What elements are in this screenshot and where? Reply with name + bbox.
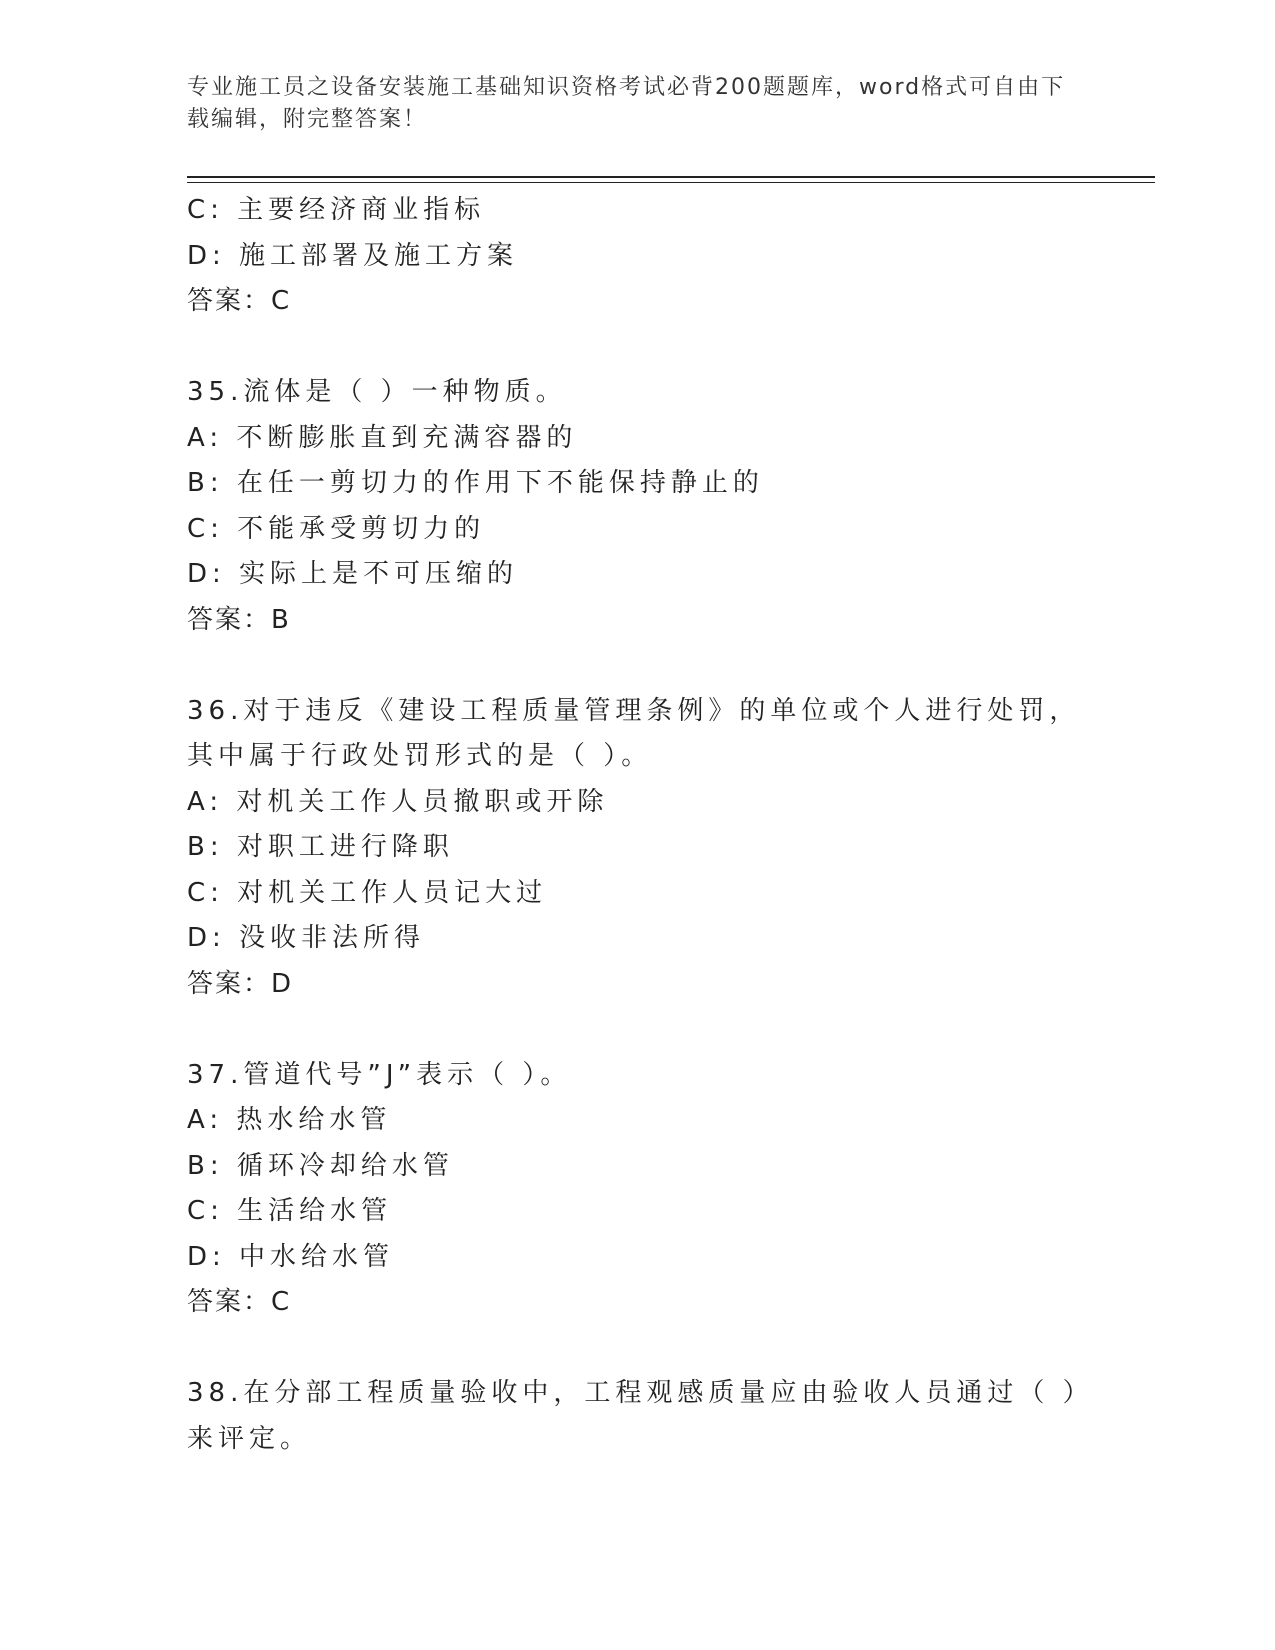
question-block-35	[187, 370, 1087, 643]
question-block-34	[187, 188, 1087, 325]
spacer	[187, 643, 1087, 689]
answer-line: 答案：D	[187, 968, 294, 999]
option-a: A: 热水给水管	[187, 1105, 392, 1135]
option-a: A: 对机关工作人员撤职或开除	[187, 786, 609, 817]
option-c: C: 不能承受剪切力的	[187, 513, 486, 544]
option-c: C: 对机关工作人员记大过	[187, 877, 548, 908]
option-c: C: 生活给水管	[187, 1196, 393, 1226]
option-a: A: 不断膨胀直到充满容器的	[187, 422, 578, 453]
document-header: 专业施工员之设备安装施工基础知识资格考试必背200题题库，word格式可自由下载编辑，附完整答案！	[187, 75, 1066, 132]
answer-line: 答案：C	[187, 286, 292, 316]
question-stem: 36.对于违反《建设工程质量管理条例》的单位或个人进行处罚，其中属于行政处罚形式的是（ ）。	[187, 695, 1081, 771]
question-stem: 35.流体是（ ）一种物质。	[187, 377, 567, 407]
header-divider-thick	[187, 176, 1155, 178]
question-block-37	[187, 1053, 1087, 1326]
spacer	[187, 1007, 1087, 1053]
question-list	[187, 188, 1087, 1462]
option-b: B: 在任一剪切力的作用下不能保持静止的	[187, 468, 764, 498]
option-d: D: 没收非法所得	[187, 923, 426, 953]
option-b: B: 循环冷却给水管	[187, 1150, 454, 1181]
header-divider-thin	[187, 182, 1155, 183]
spacer	[187, 1326, 1087, 1372]
question-stem: 37.管道代号”J”表示（ ）。	[187, 1059, 572, 1090]
option-c: C: 主要经济商业指标	[187, 195, 486, 225]
answer-line: 答案：B	[187, 604, 291, 635]
question-stem: 38.在分部工程质量验收中，工程观感质量应由验收人员通过（ ）来评定。	[187, 1378, 1081, 1454]
option-d: D: 中水给水管	[187, 1241, 395, 1272]
option-d: D: 实际上是不可压缩的	[187, 559, 519, 589]
spacer	[187, 325, 1087, 371]
answer-line: 答案：C	[187, 1287, 292, 1317]
option-b: B: 对职工进行降职	[187, 832, 454, 862]
question-block-38	[187, 1371, 1087, 1462]
option-d: D: 施工部署及施工方案	[187, 240, 519, 271]
question-block-36	[187, 689, 1087, 1008]
